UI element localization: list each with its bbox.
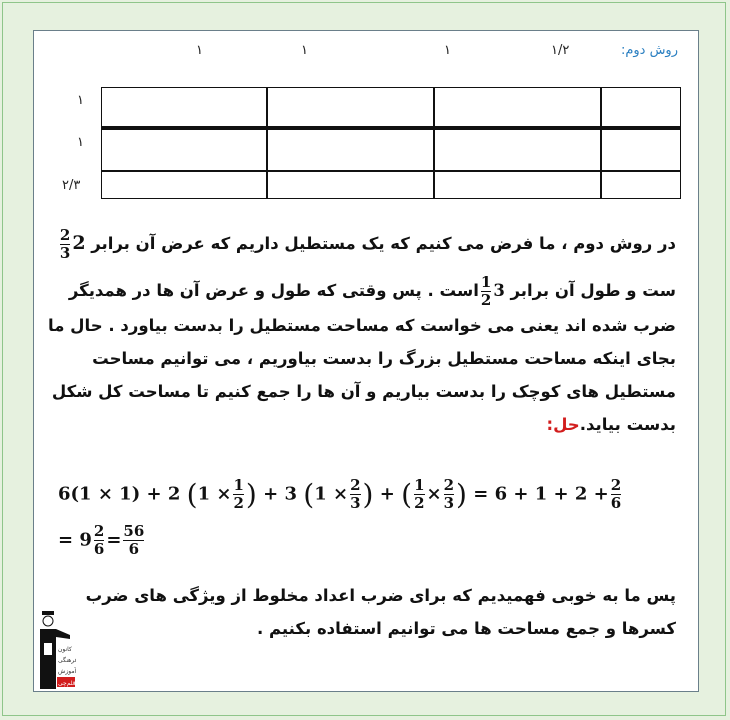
kanoon-logo bbox=[36, 609, 76, 691]
equation-line-2: = 9 $\frac{2}{6}$ = $\frac{56}{6}$ bbox=[58, 522, 145, 558]
side-label: ۱ bbox=[77, 93, 84, 108]
top-label: ۱ bbox=[444, 43, 451, 58]
equation-line-1: 6(1 × 1) + 2 (1 × $\frac{1}{2}$ ) + 3 (1 × $\frac{2}{3}$ ) + ( $\frac{1}{2}$ × $\frac{2}{3}$ ) = 6 + 1 + 2 + $\frac{2}{6}$ bbox=[58, 476, 622, 512]
conclusion-paragraph: پس ما به خوبی فهمیدیم که برای ضرب اعداد مخلوط از ویژگی های ضرب کسرها و جمع مساحت ها می توانیم استفاده بکنیم . bbox=[85, 586, 676, 638]
content-card bbox=[33, 30, 699, 692]
svg-text:فرهنگی: فرهنگی bbox=[58, 657, 76, 664]
top-label: ۱/۲ bbox=[551, 43, 570, 58]
svg-text:کانون: کانون bbox=[58, 646, 72, 653]
svg-text:آموزش: آموزش bbox=[58, 668, 76, 675]
explanation-paragraph: در روش دوم ، ما فرض می کنیم که یک مستطیل داریم که عرض آن برابر 2 $\frac{2}{3}$ ست و طول آن برابر 3 $\frac{1}{2}$ است . پس وقتی که طول و عرض آن ها در همدیگر ضرب شده اند یعنی می خواست که مساحت مستطیل را بدست بیاورد . حال ما بجای اینکه مساحت مستطیل بزرگ را بدست بیاوریم ، می توانیم مساحت مستطیل های کوچک را بدست بیاریم و آن ها را جمع کنیم تا مساحت کل شکل بدست بیاید.حل: bbox=[48, 226, 676, 434]
solution-label: حل: bbox=[546, 415, 580, 434]
side-label: ۲/۳ bbox=[62, 178, 81, 193]
section-title: روش دوم: bbox=[620, 43, 678, 58]
side-label: ۱ bbox=[77, 135, 84, 150]
svg-text:قلم‌چی: قلم‌چی bbox=[58, 680, 76, 687]
top-label: ۱ bbox=[301, 43, 308, 58]
area-grid bbox=[101, 87, 681, 199]
top-label: ۱ bbox=[196, 43, 203, 58]
